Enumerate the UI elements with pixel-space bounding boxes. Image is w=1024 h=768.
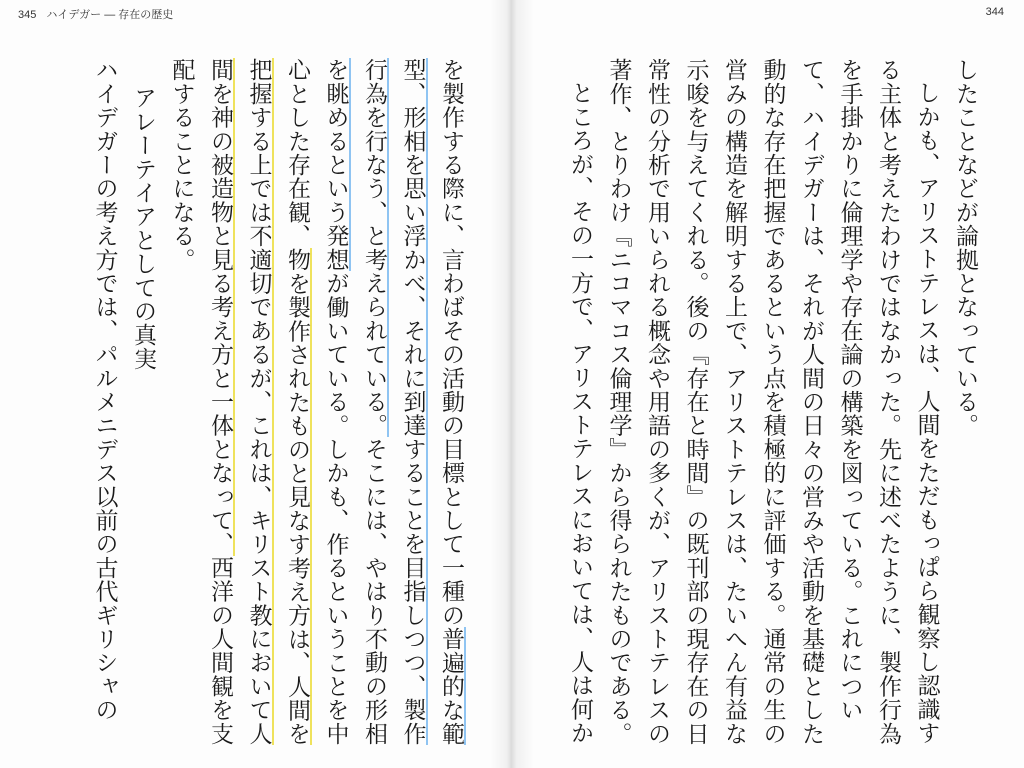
text-segment: そこには、やはり不動の形相: [361, 437, 387, 746]
text-line[interactable]: しかも、アリストテレスは、人間をただもっぱら観察し認識す: [913, 81, 940, 745]
text-line[interactable]: [239, 58, 278, 758]
text-line[interactable]: [355, 58, 394, 758]
section-heading: アレーテイアとしての真実: [130, 86, 156, 371]
blue-highlight[interactable]: 行為を行なう、と考えられている。: [361, 58, 387, 438]
blue-highlight[interactable]: を眺めるという発想: [322, 58, 349, 272]
yellow-highlight[interactable]: 把握する上では不適切であるが、これは、キリスト教において人: [245, 58, 272, 746]
text-line[interactable]: [393, 58, 432, 758]
blue-highlight[interactable]: 型、形相を思い浮かべ、それに到達することを目指しつつ、製作: [399, 58, 426, 746]
left-page[interactable]: [0, 0, 510, 768]
text-line[interactable]: 著作、とりわけ『ニコマコス倫理学』から得られたものである。: [605, 58, 632, 746]
text-line[interactable]: [162, 58, 201, 758]
left-page-text[interactable]: [85, 58, 470, 758]
text-segment: が働いている。しかも、作るということを中: [322, 271, 349, 746]
text-line[interactable]: 動的な存在把握であるという点を積極的に評価する。通常の生の: [759, 58, 786, 746]
text-line[interactable]: したことなどが論拠となっている。: [952, 58, 978, 438]
text-line[interactable]: 示唆を与えてくれる。後の『存在と時間』の既刊部の現存在の日: [682, 58, 709, 746]
yellow-highlight[interactable]: 間を神の被造物と見る考え方と一体となって、: [207, 58, 233, 556]
text-line[interactable]: [432, 58, 471, 758]
text-segment: 配することになる。: [168, 58, 195, 272]
text-segment: 心とした存在観、: [284, 58, 310, 248]
text-segment: 西洋の人間観を支: [207, 555, 233, 746]
left-page-number: 345: [18, 9, 37, 21]
text-line[interactable]: る主体と考えたわけではなかった。先に述べたように、製作行為: [875, 58, 901, 746]
blue-highlight[interactable]: 普遍的な範: [438, 626, 464, 746]
left-page-header: [18, 6, 173, 22]
text-line[interactable]: ところが、その一方で、アリストテレスにおいては、人は何か: [567, 81, 593, 745]
text-segment: を製作する際に、言わばその活動の目標として一種の: [438, 58, 464, 627]
text-line[interactable]: ハイデガーの考え方では、パルメニデス以前の古代ギリシャの: [91, 58, 118, 722]
yellow-highlight[interactable]: 物を製作されたものと見なす考え方は、人間を: [284, 247, 310, 746]
right-page-number: 344: [985, 6, 1004, 18]
text-line[interactable]: 営みの構造を解明する上で、アリストテレスは、たいへん有益な: [721, 58, 747, 746]
running-title: ハイデガー — 存在の歴史: [46, 9, 174, 21]
text-line[interactable]: [201, 58, 240, 758]
right-page-text[interactable]: [561, 58, 985, 758]
text-line[interactable]: を手掛かりに倫理学や存在論の構築を図っている。これについ: [836, 58, 863, 722]
text-line[interactable]: [278, 58, 317, 758]
right-page[interactable]: [512, 0, 1024, 768]
text-line[interactable]: [316, 58, 355, 758]
text-line[interactable]: 常性の分析で用いられる概念や用語の多くが、アリストテレスの: [644, 58, 670, 746]
text-line[interactable]: て、ハイデガーは、それが人間の日々の営みや活動を基礎とした: [798, 58, 824, 746]
